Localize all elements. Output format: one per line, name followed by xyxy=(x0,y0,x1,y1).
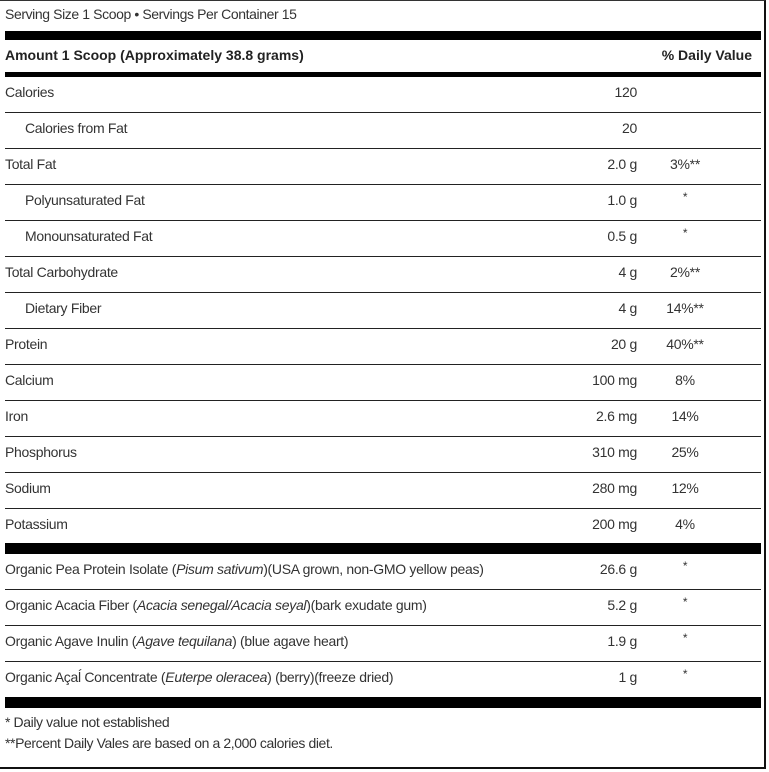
nutrient-daily-value: 25% xyxy=(671,444,699,460)
ingredient-amount: 1.9 g xyxy=(607,633,637,649)
nutrient-daily-value: 4% xyxy=(675,516,695,532)
nutrient-daily-value: * xyxy=(682,190,688,204)
ingredient-name-prefix: Organic Agave Inulin ( xyxy=(5,633,137,649)
nutrient-name: Calcium xyxy=(5,372,54,388)
ingredient-daily-value: * xyxy=(682,595,688,609)
ingredient-list xyxy=(5,554,761,697)
nutrient-row xyxy=(5,329,761,365)
table-header xyxy=(5,40,761,72)
ingredient-name-suffix: )(USA grown, non-GMO yellow peas) xyxy=(263,561,484,577)
nutrient-amount: 2.0 g xyxy=(607,156,637,172)
nutrient-daily-value: 12% xyxy=(671,480,699,496)
nutrient-daily-value: 3%** xyxy=(670,156,700,172)
ingredient-name-suffix: ) (blue agave heart) xyxy=(232,633,349,649)
ingredient-daily-value: * xyxy=(682,559,688,573)
nutrient-name: Phosphorus xyxy=(5,444,77,460)
nutrient-row xyxy=(5,149,761,185)
nutrient-name: Total Carbohydrate xyxy=(5,264,118,280)
ingredient-daily-value: * xyxy=(682,667,688,681)
ingredient-row xyxy=(5,590,761,626)
nutrient-amount: 0.5 g xyxy=(607,228,637,244)
nutrient-amount: 310 mg xyxy=(592,444,637,460)
nutrient-row xyxy=(5,185,761,221)
ingredient-name-suffix: ) (berry)(freeze dried) xyxy=(267,669,394,685)
nutrient-name: Sodium xyxy=(5,480,51,496)
nutrient-amount: 20 xyxy=(622,120,637,136)
ingredient-daily-value: * xyxy=(682,631,688,645)
ingredient-name xyxy=(5,561,484,577)
ingredient-name xyxy=(5,597,427,613)
nutrient-name: Potassium xyxy=(5,516,68,532)
serving-info: Serving Size 1 Scoop • Servings Per Container 15 xyxy=(5,6,297,22)
thick-divider xyxy=(5,697,761,708)
footnote-percent: **Percent Daily Vales are based on a 2,000 calories diet. xyxy=(5,735,333,751)
nutrient-amount: 1.0 g xyxy=(607,192,637,208)
ingredient-latin-name: Acacia senegal/Acacia seyal xyxy=(136,597,307,613)
nutrient-daily-value: 40%** xyxy=(666,336,704,352)
nutrient-daily-value: 14% xyxy=(671,408,699,424)
nutrient-daily-value: * xyxy=(682,226,688,240)
ingredient-row xyxy=(5,626,761,662)
nutrient-row xyxy=(5,365,761,401)
nutrient-row xyxy=(5,113,761,149)
ingredient-name-prefix: Organic Acacia Fiber ( xyxy=(5,597,137,613)
nutrient-name: Calories from Fat xyxy=(25,120,128,136)
nutrient-row xyxy=(5,221,761,257)
nutrient-amount: 4 g xyxy=(618,300,637,316)
nutrient-name: Polyunsaturated Fat xyxy=(25,192,145,208)
nutrient-amount: 280 mg xyxy=(592,480,637,496)
ingredient-latin-name: Pisum sativum xyxy=(176,561,264,577)
ingredient-latin-name: Euterpe oleracea xyxy=(165,669,268,685)
nutrient-name: Protein xyxy=(5,336,48,352)
ingredient-amount: 1 g xyxy=(618,669,637,685)
nutrient-amount: 120 xyxy=(614,84,637,100)
nutrient-daily-value: 8% xyxy=(675,372,695,388)
nutrient-name: Dietary Fiber xyxy=(25,300,102,316)
nutrient-amount: 2.6 mg xyxy=(596,408,637,424)
ingredient-name-prefix: Organic Açaĺ Concentrate ( xyxy=(5,669,166,685)
daily-value-header: % Daily Value xyxy=(661,47,752,63)
footnote-daily-value: * Daily value not established xyxy=(5,714,170,730)
nutrient-row xyxy=(5,437,761,473)
thick-divider xyxy=(5,31,761,40)
ingredient-row xyxy=(5,662,761,697)
ingredient-latin-name: Agave tequilana xyxy=(136,633,233,649)
ingredient-name-suffix: )(bark exudate gum) xyxy=(306,597,427,613)
ingredient-row xyxy=(5,554,761,590)
nutrient-amount: 100 mg xyxy=(592,372,637,388)
nutrient-row xyxy=(5,293,761,329)
nutrient-amount: 20 g xyxy=(610,336,637,352)
ingredient-name xyxy=(5,669,393,685)
nutrient-row xyxy=(5,509,761,545)
nutrient-list xyxy=(5,77,761,545)
nutrient-amount: 4 g xyxy=(618,264,637,280)
nutrient-daily-value: 14%** xyxy=(666,300,704,316)
nutrient-daily-value: 2%** xyxy=(670,264,700,280)
ingredient-amount: 26.6 g xyxy=(599,561,637,577)
nutrient-row xyxy=(5,473,761,509)
nutrient-name: Total Fat xyxy=(5,156,56,172)
nutrient-name: Iron xyxy=(5,408,28,424)
ingredient-amount: 5.2 g xyxy=(607,597,637,613)
nutrient-amount: 200 mg xyxy=(592,516,637,532)
nutrient-row xyxy=(5,401,761,437)
nutrient-name: Calories xyxy=(5,84,54,100)
thick-divider xyxy=(5,543,761,554)
nutrient-row xyxy=(5,77,761,113)
ingredient-name-prefix: Organic Pea Protein Isolate ( xyxy=(5,561,177,577)
ingredient-name xyxy=(5,633,348,649)
nutrient-row xyxy=(5,257,761,293)
nutrient-name: Monounsaturated Fat xyxy=(25,228,153,244)
amount-header: Amount 1 Scoop (Approximately 38.8 grams) xyxy=(5,47,304,63)
